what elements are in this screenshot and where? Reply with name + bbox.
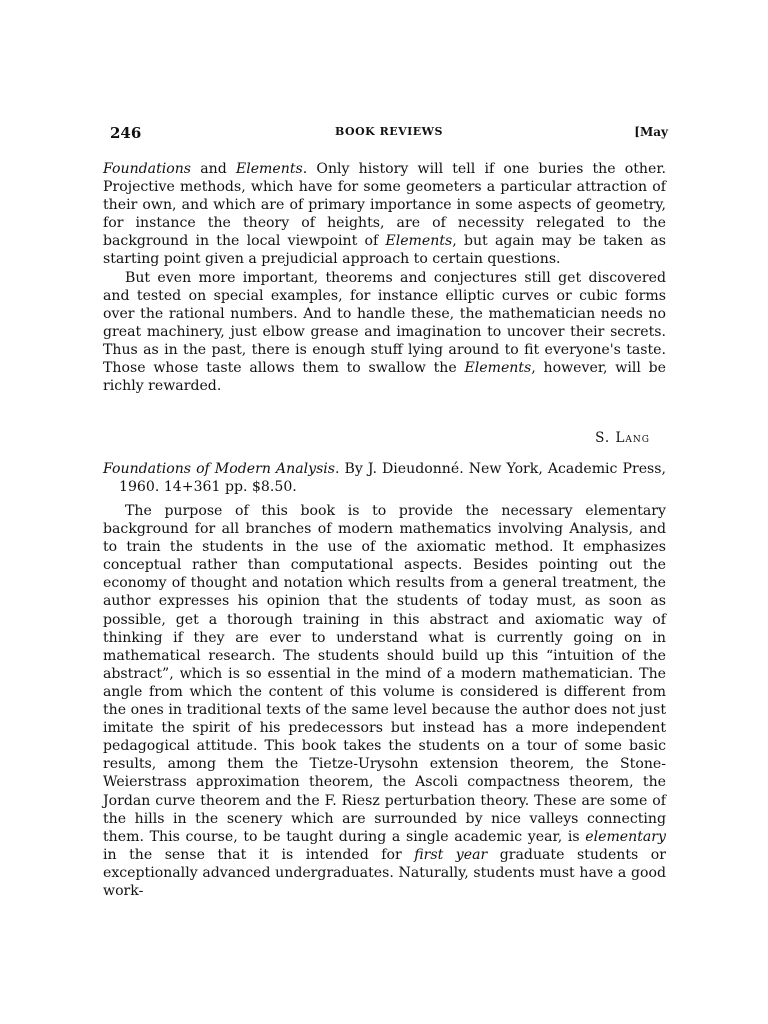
- review-continuation: [103, 160, 666, 395]
- review-body: [103, 502, 666, 900]
- book-citation: Foundations of Modern Analysis. By J. Dieudonné. New York, Academic Press, 1960. 14+361 pp. $8.50.: [103, 461, 666, 496]
- issue-label: [May: [634, 125, 668, 139]
- paragraph: But even more important, theorems and conjectures still get discovered and tested on special examples, for instance elliptic curves or cubic forms over the rational numbers. And to handle these, the mathematician needs no great machinery, just elbow grease and imagination to uncover their secrets. Thus as in the past, there is enough stuff lying around to fit everyone's taste. Those whose taste allows them to swallow the Elements, however, will be richly rewarded.: [103, 269, 666, 395]
- page-header: [110, 124, 668, 144]
- page-number: 246: [110, 124, 142, 142]
- paragraph: The purpose of this book is to provide the necessary elementary background for all branches of modern mathematics involving Analysis, and to train the students in the use of the axiomatic method. It emphasizes conceptual rather than computational aspects. Besides pointing out the economy of thought and notation which results from a general treatment, the author expresses his opinion that the students of today must, as soon as possible, get a thorough training in this abstract and axiomatic way of thinking if they are ever to understand what is currently going on in mathematical research. The students should build up this “intuition of the abstract”, which is so essential in the mind of a modern mathematician. The angle from which the content of this volume is considered is different from the ones in traditional texts of the same level because the author does not just imitate the spirit of his predecessors but instead has a more independent pedagogical attitude. This book takes the students on a tour of some basic results, among them the Tietze-Urysohn extension theorem, the Stone-Weierstrass approximation theorem, the Ascoli compactness theorem, the Jordan curve theorem and the F. Riesz perturbation theory. These are some of the hills in the scenery which are surrounded by nice valleys connecting them. This course, to be taught during a single academic year, is elementary in the sense that it is intended for first year graduate students or exceptionally advanced undergraduates. Naturally, students must have a good work-: [103, 503, 667, 899]
- reviewer-signature: S. Lang: [595, 430, 650, 446]
- running-title: BOOK REVIEWS: [335, 125, 443, 138]
- paragraph: Foundations and Elements. Only history will tell if one buries the other. Projective methods, which have for some geometers a particular attraction of their own, and which are of primary importance in some aspects of geometry, for instance the theory of heights, are of necessity relegated to the background in the local viewpoint of Elements, but again may be taken as starting point given a prejudicial approach to certain questions.: [103, 161, 667, 268]
